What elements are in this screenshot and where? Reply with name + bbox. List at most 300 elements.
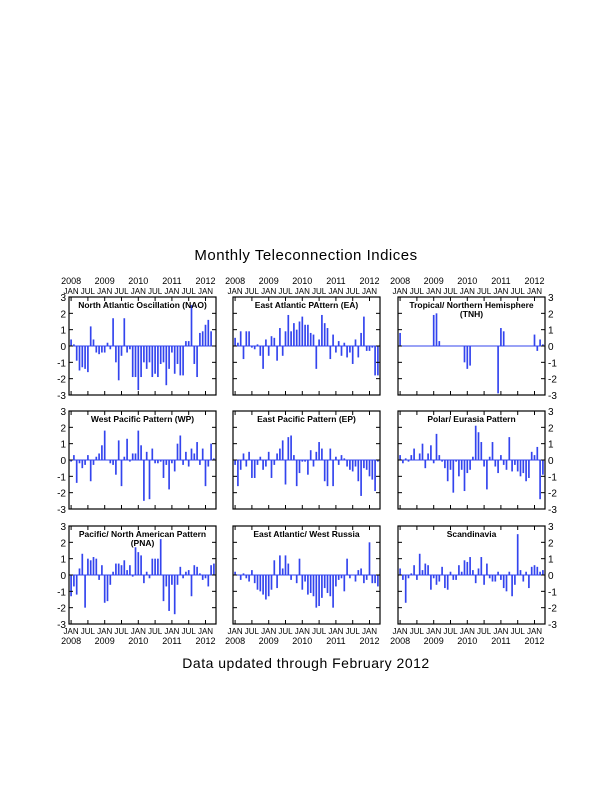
bar (335, 346, 337, 353)
bar (455, 460, 457, 462)
year-tick-label: 2012 (359, 636, 380, 646)
bar (104, 575, 106, 603)
bar (118, 564, 120, 575)
month-tick-label: JUL (311, 287, 327, 296)
bar (402, 575, 404, 580)
bar (271, 460, 273, 478)
bar (489, 575, 491, 578)
y-tick-label: 1 (548, 325, 554, 337)
bar (441, 460, 443, 462)
bar (307, 325, 309, 346)
y-tick-label: -2 (548, 374, 557, 386)
bar (296, 330, 298, 346)
bar (115, 460, 117, 475)
bar (165, 575, 167, 586)
bar (369, 346, 371, 351)
bar (355, 339, 357, 346)
bar (79, 346, 81, 371)
bar (536, 447, 538, 460)
bar (121, 565, 123, 575)
year-tick-label: 2011 (162, 636, 182, 646)
bar (268, 575, 270, 596)
y-tick-label: 0 (548, 456, 554, 467)
bar (369, 460, 371, 476)
bar (95, 346, 97, 353)
bar (469, 346, 471, 366)
month-tick-label: JAN (294, 627, 310, 636)
bar (179, 567, 181, 575)
bar (123, 318, 125, 346)
bar (157, 460, 159, 463)
bar (207, 575, 209, 586)
bar (352, 346, 354, 364)
month-tick-label: JAN (459, 627, 475, 636)
year-tick-label: 2009 (258, 276, 279, 286)
bar (307, 575, 309, 595)
bar (177, 575, 179, 585)
month-tick-label: JUL (345, 627, 360, 636)
bar (135, 547, 137, 575)
bar (81, 554, 83, 575)
bar (346, 346, 348, 357)
bar (360, 568, 362, 575)
year-tick-label: 2011 (491, 276, 511, 286)
bar (109, 575, 111, 585)
bar (90, 560, 92, 575)
bar (265, 339, 267, 346)
bar (87, 559, 89, 575)
bar (84, 460, 86, 465)
bar (285, 555, 287, 575)
month-tick-label: JUL (244, 627, 260, 636)
bar (87, 346, 89, 372)
bar (129, 565, 131, 575)
bar (419, 554, 421, 575)
year-tick-label: 2008 (225, 276, 246, 286)
bar (290, 436, 292, 461)
bar (112, 318, 114, 346)
bar (503, 575, 505, 588)
bar (254, 460, 256, 478)
bar (76, 346, 78, 361)
bar (140, 555, 142, 575)
bar (245, 331, 247, 346)
bar (321, 315, 323, 346)
bar (279, 449, 281, 460)
bar (469, 460, 471, 470)
bar (154, 460, 156, 463)
bar (327, 575, 329, 593)
y-tick-label: 3 (60, 293, 66, 304)
bar (282, 440, 284, 460)
month-tick-label: JAN (493, 627, 509, 636)
y-tick-label: 1 (60, 554, 66, 566)
panel-5 (233, 411, 380, 509)
bar (369, 542, 371, 575)
bar (430, 445, 432, 460)
bar (191, 449, 193, 460)
bar (174, 460, 176, 471)
bar (293, 455, 295, 460)
bar (349, 460, 351, 470)
bar (349, 346, 351, 353)
bar (299, 460, 301, 473)
bar (179, 436, 181, 461)
bar (338, 460, 340, 465)
bar (205, 460, 207, 486)
bar (287, 315, 289, 346)
bar (165, 460, 167, 465)
bar (531, 567, 533, 575)
bar (276, 346, 278, 361)
panel-2 (225, 276, 380, 395)
bar (539, 572, 541, 575)
y-tick-label: 0 (548, 571, 554, 582)
bar (486, 460, 488, 489)
bar (81, 346, 83, 367)
bar (310, 450, 312, 460)
month-tick-label: JAN (130, 627, 146, 636)
bar (357, 570, 359, 575)
y-tick-label: 1 (548, 439, 554, 451)
bar (366, 346, 368, 351)
y-tick-label: -3 (57, 620, 66, 631)
bar (213, 564, 215, 575)
bar (84, 575, 86, 608)
bar (296, 460, 298, 486)
bar (185, 452, 187, 460)
bar (243, 453, 245, 460)
bar (327, 328, 329, 346)
y-tick-label: -1 (57, 587, 66, 599)
bar (273, 560, 275, 575)
bar (84, 346, 86, 369)
bar (343, 343, 345, 346)
bar (374, 346, 376, 375)
bar (202, 575, 204, 580)
bar (279, 328, 281, 346)
bar (73, 455, 75, 460)
bar (332, 460, 334, 486)
month-tick-label: JAN (426, 627, 442, 636)
y-tick-label: 0 (60, 342, 66, 353)
month-tick-label: JUL (181, 627, 196, 636)
bar (254, 575, 256, 583)
bar (101, 445, 103, 460)
bar (525, 460, 527, 481)
bar (419, 453, 421, 460)
bar (531, 452, 533, 460)
bar (464, 346, 466, 362)
bar (534, 565, 536, 575)
bar (205, 575, 207, 578)
bar (304, 460, 306, 462)
bar (534, 455, 536, 460)
bar (210, 331, 212, 346)
bar (95, 559, 97, 575)
bar (310, 575, 312, 593)
bar (290, 575, 292, 580)
bar (399, 333, 401, 346)
bar (461, 572, 463, 575)
bar (207, 320, 209, 346)
bar (146, 346, 148, 369)
bar (497, 346, 499, 393)
bar (536, 346, 538, 351)
bar (196, 567, 198, 575)
bar (143, 575, 145, 583)
bar (525, 572, 527, 575)
y-tick-label: 1 (548, 554, 554, 566)
bar (508, 572, 510, 575)
bar (539, 460, 541, 499)
bar (438, 341, 440, 346)
bar (143, 460, 145, 501)
year-tick-label: 2008 (61, 276, 82, 286)
bar (79, 460, 81, 463)
bar (346, 460, 348, 467)
month-tick-label: JAN (164, 287, 180, 296)
bar (132, 346, 134, 377)
bar (271, 575, 273, 590)
bar (98, 575, 100, 580)
bar (528, 460, 530, 478)
bar (497, 572, 499, 575)
bar (472, 570, 474, 575)
bar (171, 460, 173, 463)
bar (240, 575, 242, 580)
month-tick-label: JUL (510, 627, 525, 636)
bar (514, 575, 516, 585)
bar (149, 575, 151, 578)
year-tick-label: 2009 (258, 636, 279, 646)
bar (458, 565, 460, 575)
footer-note: Data updated through February 2012 (182, 655, 430, 671)
bar (542, 460, 544, 475)
bar (366, 575, 368, 580)
bar (374, 575, 376, 583)
month-tick-label: JUL (114, 287, 129, 296)
bar (508, 437, 510, 460)
panel-7 (57, 522, 216, 646)
bar (433, 315, 435, 346)
month-tick-label: JUL (181, 287, 196, 296)
year-tick-label: 2010 (292, 276, 313, 286)
bar (171, 346, 173, 353)
y-tick-label: 1 (60, 325, 66, 337)
bar (140, 445, 142, 460)
month-tick-label: JUL (345, 287, 360, 296)
bar (299, 322, 301, 347)
bar (182, 460, 184, 465)
bar (151, 559, 153, 575)
month-tick-label: JUL (409, 287, 425, 296)
bar (243, 573, 245, 575)
bar (207, 460, 209, 467)
bar (196, 346, 198, 377)
bar (248, 452, 250, 460)
bar (262, 346, 264, 369)
bar (517, 534, 519, 575)
bar (137, 552, 139, 575)
main-title: Monthly Teleconnection Indices (194, 247, 418, 264)
bar (154, 559, 156, 575)
bar (93, 460, 95, 465)
y-tick-label: 0 (548, 342, 554, 353)
month-tick-label: JAN (97, 287, 113, 296)
panel-9 (390, 522, 557, 646)
bar (452, 460, 454, 493)
bar (313, 335, 315, 346)
month-tick-label: JAN (227, 627, 243, 636)
bar (299, 559, 301, 575)
bar (494, 460, 496, 467)
bar (296, 575, 298, 583)
bar (352, 460, 354, 471)
bar (76, 575, 78, 595)
bar (123, 560, 125, 575)
bar (324, 323, 326, 346)
bar (436, 313, 438, 346)
bar (135, 453, 137, 460)
bar (163, 460, 165, 478)
panel-title: Scandinavia (446, 529, 497, 539)
bar (522, 460, 524, 473)
bar (293, 323, 295, 346)
bar (202, 449, 204, 460)
month-tick-label: JUL (80, 627, 96, 636)
bar (324, 575, 326, 588)
bar (168, 460, 170, 489)
bar (483, 460, 485, 467)
bar (399, 568, 401, 575)
bar (511, 575, 513, 596)
bar (135, 346, 137, 377)
bar (492, 575, 494, 582)
bar (188, 570, 190, 575)
bar (118, 346, 120, 380)
bar (287, 437, 289, 460)
year-tick-label: 2012 (195, 636, 216, 646)
month-tick-label: JUL (409, 627, 425, 636)
bar (480, 442, 482, 460)
month-tick-label: JUL (80, 287, 96, 296)
month-tick-label: JAN (526, 287, 543, 296)
month-tick-label: JUL (476, 287, 492, 296)
bar (422, 444, 424, 460)
month-tick-label: JUL (278, 287, 293, 296)
bar (157, 346, 159, 377)
bar (81, 460, 83, 468)
y-tick-label: -1 (548, 358, 557, 370)
bar (447, 460, 449, 481)
bar (517, 460, 519, 471)
year-tick-label: 2010 (128, 276, 149, 286)
bar (307, 460, 309, 475)
y-tick-label: -1 (57, 358, 66, 370)
bar (137, 346, 139, 390)
bar (146, 572, 148, 575)
bar (500, 328, 502, 346)
bar (452, 575, 454, 580)
bar (245, 575, 247, 578)
bar (433, 460, 435, 463)
bar (539, 339, 541, 346)
bar (268, 346, 270, 356)
bar (210, 565, 212, 575)
bar (313, 460, 315, 467)
bar (355, 575, 357, 582)
bar (282, 346, 284, 356)
y-tick-label: 2 (60, 309, 66, 321)
bar (177, 346, 179, 364)
year-tick-label: 2011 (326, 276, 346, 286)
bar (104, 431, 106, 460)
bar (154, 346, 156, 374)
year-tick-label: 2011 (491, 636, 511, 646)
bar (318, 442, 320, 460)
y-tick-label: -2 (548, 603, 557, 615)
bar (371, 460, 373, 480)
bar (240, 460, 242, 470)
bar (355, 460, 357, 467)
bar (405, 575, 407, 603)
bar (290, 331, 292, 346)
bar (234, 460, 236, 465)
bar (413, 565, 415, 575)
y-tick-label: 3 (60, 522, 66, 533)
bar (430, 575, 432, 590)
bar (193, 346, 195, 364)
bar (287, 564, 289, 575)
bar (109, 346, 111, 349)
bar (520, 570, 522, 575)
panel-6 (398, 407, 557, 516)
bar (338, 575, 340, 580)
bar (416, 575, 418, 580)
bar (466, 346, 468, 369)
bar (480, 557, 482, 575)
bar (360, 333, 362, 346)
bar (160, 460, 162, 462)
year-tick-label: 2008 (390, 636, 411, 646)
bar (329, 346, 331, 359)
bar (313, 575, 315, 596)
bar (315, 575, 317, 608)
month-tick-label: JAN (261, 287, 277, 296)
bar (245, 460, 247, 467)
bar (520, 460, 522, 476)
bar (168, 575, 170, 611)
bar (324, 460, 326, 481)
bar (466, 460, 468, 473)
bar (363, 575, 365, 583)
y-tick-label: -2 (57, 374, 66, 386)
bar (438, 455, 440, 460)
bar (262, 575, 264, 595)
month-tick-label: JAN (328, 287, 344, 296)
panel-title: Pacific/ North American Pattern (78, 529, 207, 539)
bar (188, 341, 190, 346)
bar (188, 460, 190, 467)
bar (121, 346, 123, 356)
bar (343, 575, 345, 591)
year-tick-label: 2012 (524, 636, 545, 646)
year-tick-label: 2009 (423, 276, 444, 286)
bar (472, 457, 474, 460)
bar (441, 567, 443, 575)
bar (107, 575, 109, 601)
